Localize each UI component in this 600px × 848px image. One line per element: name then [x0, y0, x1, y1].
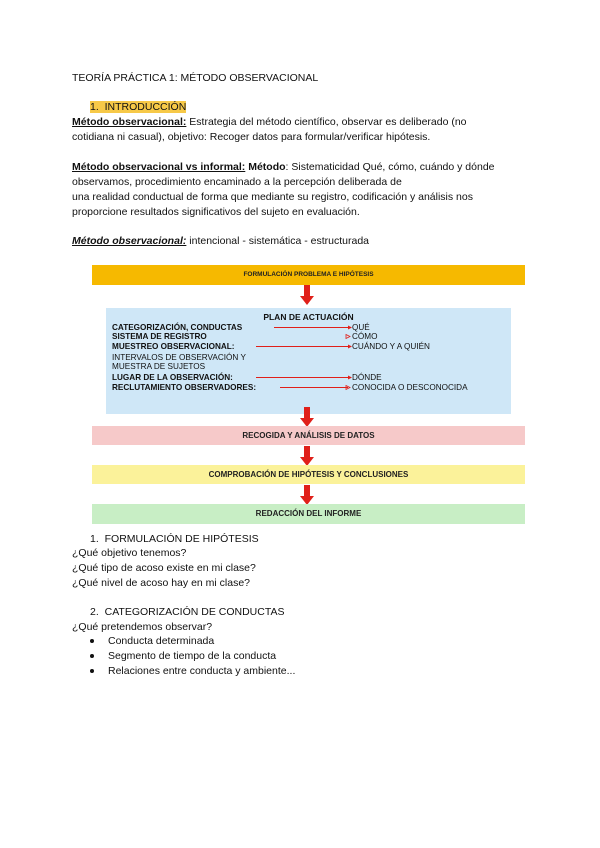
- definition-text-1: Estrategia del método científico, observar es deliberado (no: [186, 116, 467, 128]
- flow-step-problem: FORMULACIÓN PROBLEMA E HIPÓTESIS: [92, 265, 525, 285]
- bullet-icon: [90, 669, 94, 673]
- arrow-down-icon: [300, 407, 314, 427]
- bullet-icon: [90, 654, 94, 658]
- vs-line-3: una realidad conductual de forma que mediante su registro, codificación y análisis nos: [72, 191, 473, 203]
- question: ¿Qué pretendemos observar?: [72, 621, 213, 633]
- plan-row-left: INTERVALOS DE OBSERVACIÓN Y: [112, 353, 246, 362]
- vs-line-1: [72, 160, 495, 174]
- vs-line-2: observamos, procedimiento encaminado a la percepción deliberada de: [72, 176, 402, 188]
- question: ¿Qué nivel de acoso hay en mi clase?: [72, 577, 251, 589]
- arrow-right-icon: [348, 326, 352, 330]
- plan-row-left: RECLUTAMIENTO OBSERVADORES:: [112, 383, 257, 392]
- plan-row-right: CONOCIDA O DESCONOCIDA: [352, 383, 468, 392]
- definition-line-1: [72, 115, 467, 129]
- plan-row-right: QUÉ: [352, 323, 370, 332]
- plan-row-left: CATEGORIZACIÓN, CONDUCTAS: [112, 323, 243, 332]
- list-item: Segmento de tiempo de la conducta: [108, 650, 277, 662]
- section-2-num: 2.: [90, 606, 99, 618]
- question: ¿Qué objetivo tenemos?: [72, 547, 187, 559]
- arrow-right-icon: [348, 376, 352, 380]
- definition-line-2: cotidiana ni casual), objetivo: Recoger datos para formular/verificar hipótesis.: [72, 131, 431, 143]
- plan-box: [106, 308, 511, 414]
- intro-heading-text: INTRODUCCIÓN: [104, 101, 187, 113]
- intro-heading: [90, 100, 186, 114]
- section-1-num: 1.: [90, 533, 99, 545]
- plan-connectors: [106, 308, 511, 414]
- section-1-heading: [90, 532, 259, 546]
- flow-step-report: REDACCIÓN DEL INFORME: [92, 504, 525, 524]
- vs-label: Método observacional vs informal:: [72, 161, 246, 173]
- plan-row-left: LUGAR DE LA OBSERVACIÓN:: [112, 373, 233, 382]
- arrow-down-icon: [300, 285, 314, 305]
- definition-label: Método observacional:: [72, 116, 187, 128]
- characteristics-line: [72, 234, 369, 248]
- plan-row-right: CÓMO: [352, 332, 378, 341]
- plan-row-left: MUESTREO OBSERVACIONAL:: [112, 342, 235, 351]
- question: ¿Qué tipo de acoso existe en mi clase?: [72, 562, 256, 574]
- plan-row-left: SISTEMA DE REGISTRO: [112, 332, 207, 341]
- section-2-heading: [90, 605, 284, 619]
- plan-title: PLAN DE ACTUACIÓN: [263, 312, 354, 322]
- arrow-right-icon: [346, 335, 350, 339]
- characteristics-text: intencional - sistemática - estructurada: [186, 235, 370, 247]
- flow-step-data: RECOGIDA Y ANÁLISIS DE DATOS: [92, 426, 525, 445]
- vs-text-1: : Sistematicidad Qué, cómo, cuándo y dónde: [285, 161, 495, 173]
- list-item: Relaciones entre conducta y ambiente...: [108, 665, 296, 677]
- plan-row-left: MUESTRA DE SUJETOS: [112, 362, 206, 371]
- vs-label-2: Método: [245, 161, 286, 173]
- section-1-title: FORMULACIÓN DE HIPÓTESIS: [104, 533, 259, 545]
- characteristics-label: Método observacional:: [72, 235, 187, 247]
- flow-step-hypothesis: COMPROBACIÓN DE HIPÓTESIS Y CONCLUSIONES: [92, 465, 525, 484]
- arrow-down-icon: [300, 446, 314, 466]
- bullet-icon: [90, 639, 94, 643]
- list-item: Conducta determinada: [108, 635, 215, 647]
- arrow-down-icon: [300, 485, 314, 505]
- page-title: TEORÍA PRÁCTICA 1: MÉTODO OBSERVACIONAL: [72, 72, 319, 84]
- vs-line-4: proporcione resultados significativos del sujeto en evaluación.: [72, 206, 360, 218]
- plan-row-right: DÓNDE: [352, 373, 382, 382]
- section-2-title: CATEGORIZACIÓN DE CONDUCTAS: [104, 606, 285, 618]
- intro-heading-num: 1.: [90, 101, 99, 113]
- arrow-right-icon: [348, 345, 352, 349]
- plan-row-right: CUÁNDO Y A QUIÉN: [352, 342, 430, 351]
